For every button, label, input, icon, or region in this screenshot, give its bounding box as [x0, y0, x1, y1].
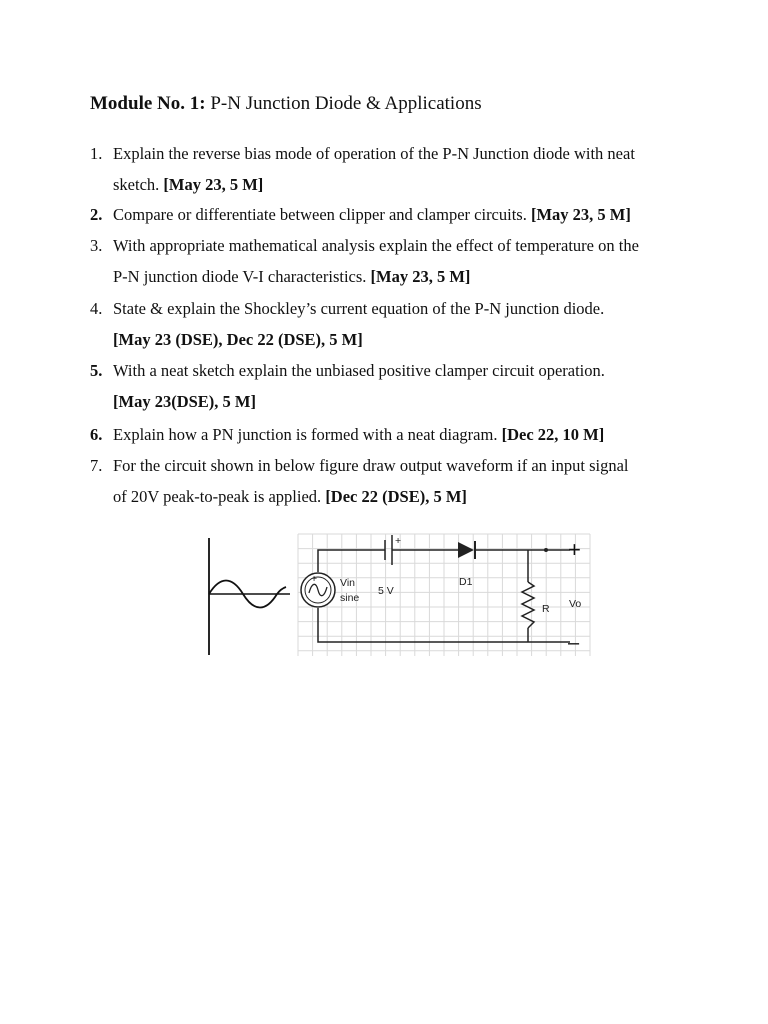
question-text: of 20V peak-to-peak is applied.: [113, 487, 322, 506]
exam-reference: [Dec 22, 10 M]: [501, 425, 605, 444]
question-text: Explain how a PN junction is formed with a neat diagram.: [113, 425, 498, 444]
question-text: Compare or differentiate between clipper and clamper circuits.: [113, 205, 527, 224]
ac-source-symbol: [301, 573, 335, 607]
question-number: 2.: [90, 205, 103, 224]
svg-text:+: +: [311, 573, 318, 585]
exam-reference: [Dec 22 (DSE), 5 M]: [325, 487, 467, 506]
module-prefix: Module No. 1:: [90, 93, 206, 114]
clamper-circuit-figure: [200, 530, 600, 662]
question-number: 1.: [90, 144, 103, 163]
question-text: sketch.: [113, 175, 160, 194]
exam-reference: [May 23, 5 M]: [370, 267, 471, 286]
question-text: P-N junction diode V-I characteristics.: [113, 267, 367, 286]
output-plus-label: +: [568, 537, 581, 562]
question-number: 3.: [90, 236, 103, 255]
module-title: [90, 93, 482, 115]
battery-plus-label: +: [395, 535, 402, 547]
resistor-symbol: [522, 582, 534, 628]
question-1: [90, 138, 678, 200]
exam-reference: [May 23 (DSE), Dec 22 (DSE), 5 M]: [113, 330, 363, 349]
question-number: 4.: [90, 299, 103, 318]
exam-reference: [May 23, 5 M]: [530, 205, 631, 224]
question-6: [90, 419, 678, 450]
question-text: Explain the reverse bias mode of operation of the P-N Junction diode with neat: [113, 144, 635, 163]
input-waveform-sketch: [209, 538, 290, 655]
output-minus-label: –: [568, 632, 580, 654]
diode-label: D1: [459, 576, 473, 588]
battery-label: 5 V: [378, 585, 394, 597]
source-label: Vin: [340, 577, 355, 589]
question-text: With appropriate mathematical analysis explain the effect of temperature on the: [113, 236, 639, 255]
question-text: For the circuit shown in below figure draw output waveform if an input signal: [113, 456, 629, 475]
question-4: [90, 293, 678, 355]
question-3: [90, 230, 678, 292]
question-7: [90, 450, 678, 512]
resistor-label: R: [542, 603, 550, 615]
output-label: Vo: [569, 598, 582, 610]
diode-symbol: [458, 541, 475, 559]
question-number: 6.: [90, 425, 103, 444]
question-2: [90, 199, 678, 230]
question-text: State & explain the Shockley’s current equation of the P-N junction diode.: [113, 299, 605, 318]
source-label: sine: [340, 592, 360, 604]
exam-reference: [May 23, 5 M]: [163, 175, 264, 194]
question-5: [90, 355, 678, 417]
exam-reference: [May 23(DSE), 5 M]: [113, 392, 256, 411]
question-number: 7.: [90, 456, 103, 475]
module-name: P-N Junction Diode & Applications: [210, 93, 482, 114]
question-text: With a neat sketch explain the unbiased positive clamper circuit operation.: [113, 361, 605, 380]
question-number: 5.: [90, 361, 103, 380]
